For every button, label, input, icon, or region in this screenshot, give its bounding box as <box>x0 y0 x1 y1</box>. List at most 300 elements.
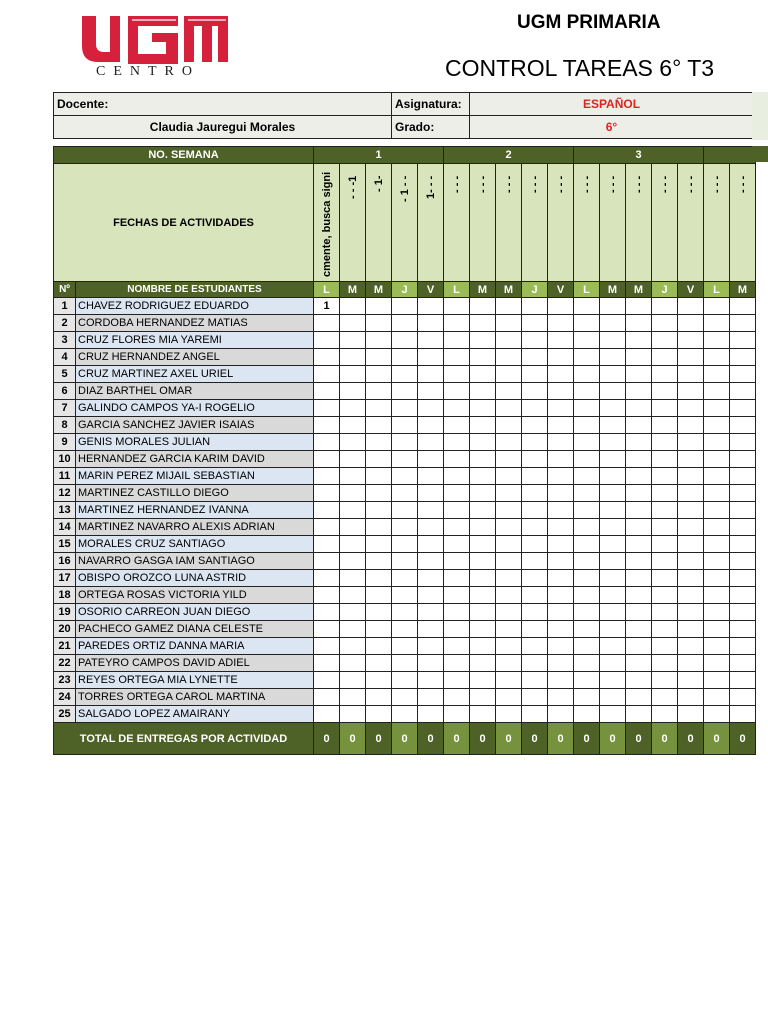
grade-cell[interactable] <box>522 621 548 638</box>
grade-cell[interactable] <box>470 298 496 315</box>
grade-cell[interactable] <box>366 485 392 502</box>
grade-cell[interactable] <box>600 400 626 417</box>
grade-cell[interactable] <box>730 638 756 655</box>
grade-cell[interactable] <box>678 570 704 587</box>
grade-cell[interactable] <box>418 706 444 723</box>
grade-cell[interactable] <box>652 400 678 417</box>
grade-cell[interactable] <box>522 604 548 621</box>
grade-cell[interactable] <box>626 621 652 638</box>
grade-cell[interactable] <box>548 638 574 655</box>
grade-cell[interactable] <box>548 468 574 485</box>
grade-cell[interactable] <box>340 417 366 434</box>
grade-cell[interactable] <box>626 298 652 315</box>
grade-cell[interactable] <box>548 332 574 349</box>
grade-cell[interactable] <box>418 638 444 655</box>
grade-cell[interactable] <box>496 366 522 383</box>
grade-cell[interactable] <box>496 400 522 417</box>
grade-cell[interactable] <box>652 706 678 723</box>
grade-cell[interactable] <box>392 553 418 570</box>
grade-cell[interactable] <box>418 519 444 536</box>
activity-header[interactable] <box>470 164 496 282</box>
grade-cell[interactable] <box>522 383 548 400</box>
grade-cell[interactable] <box>522 434 548 451</box>
grade-cell[interactable] <box>600 604 626 621</box>
grade-cell[interactable] <box>626 366 652 383</box>
grade-cell[interactable] <box>626 689 652 706</box>
grade-cell[interactable] <box>704 587 730 604</box>
grade-cell[interactable] <box>470 621 496 638</box>
grade-cell[interactable] <box>600 502 626 519</box>
grade-cell[interactable] <box>678 604 704 621</box>
grade-cell[interactable] <box>626 485 652 502</box>
grade-cell[interactable] <box>522 638 548 655</box>
grade-cell[interactable] <box>340 570 366 587</box>
grade-cell[interactable] <box>392 332 418 349</box>
grade-cell[interactable] <box>496 332 522 349</box>
grade-cell[interactable] <box>496 451 522 468</box>
grade-cell[interactable] <box>366 553 392 570</box>
grade-cell[interactable] <box>314 604 340 621</box>
activity-header[interactable] <box>392 164 418 282</box>
grade-cell[interactable] <box>600 332 626 349</box>
grade-cell[interactable] <box>340 706 366 723</box>
grade-cell[interactable] <box>444 672 470 689</box>
grade-cell[interactable] <box>366 383 392 400</box>
grade-cell[interactable] <box>496 536 522 553</box>
grade-cell[interactable] <box>600 468 626 485</box>
grade-cell[interactable] <box>496 570 522 587</box>
grade-cell[interactable] <box>470 604 496 621</box>
grade-cell[interactable] <box>548 400 574 417</box>
grade-cell[interactable] <box>704 349 730 366</box>
grade-cell[interactable] <box>730 366 756 383</box>
grade-cell[interactable] <box>704 553 730 570</box>
grade-cell[interactable] <box>522 655 548 672</box>
grade-cell[interactable] <box>418 298 444 315</box>
grade-cell[interactable] <box>704 298 730 315</box>
grade-cell[interactable] <box>678 638 704 655</box>
grade-cell[interactable] <box>392 502 418 519</box>
grade-cell[interactable] <box>574 417 600 434</box>
grade-cell[interactable] <box>704 621 730 638</box>
activity-header[interactable] <box>704 164 730 282</box>
grade-cell[interactable] <box>678 519 704 536</box>
grade-cell[interactable] <box>444 315 470 332</box>
grade-cell[interactable] <box>522 349 548 366</box>
grade-cell[interactable] <box>730 519 756 536</box>
grade-cell[interactable] <box>730 451 756 468</box>
asignatura-value[interactable]: ESPAÑOL <box>470 93 754 116</box>
grade-cell[interactable] <box>600 485 626 502</box>
grade-cell[interactable] <box>418 400 444 417</box>
grade-cell[interactable] <box>730 672 756 689</box>
grade-cell[interactable] <box>574 706 600 723</box>
grade-cell[interactable] <box>600 638 626 655</box>
grade-cell[interactable] <box>652 434 678 451</box>
grade-cell[interactable] <box>600 553 626 570</box>
grade-cell[interactable] <box>626 638 652 655</box>
grade-cell[interactable] <box>418 315 444 332</box>
grade-cell[interactable] <box>392 400 418 417</box>
grade-cell[interactable] <box>366 604 392 621</box>
grade-cell[interactable] <box>548 536 574 553</box>
grade-cell[interactable] <box>600 570 626 587</box>
grade-cell[interactable] <box>366 655 392 672</box>
grade-cell[interactable] <box>314 383 340 400</box>
grade-cell[interactable] <box>340 553 366 570</box>
grade-cell[interactable] <box>340 315 366 332</box>
grade-cell[interactable] <box>574 451 600 468</box>
activity-header[interactable] <box>366 164 392 282</box>
grade-cell[interactable] <box>704 502 730 519</box>
grade-cell[interactable] <box>392 706 418 723</box>
grade-cell[interactable] <box>444 434 470 451</box>
grade-cell[interactable] <box>392 604 418 621</box>
grade-cell[interactable] <box>366 451 392 468</box>
grade-cell[interactable] <box>548 689 574 706</box>
activity-header[interactable] <box>730 164 756 282</box>
grade-cell[interactable] <box>314 519 340 536</box>
grade-cell[interactable] <box>678 502 704 519</box>
grade-cell[interactable] <box>626 434 652 451</box>
grade-cell[interactable] <box>704 485 730 502</box>
grade-cell[interactable] <box>704 655 730 672</box>
grade-cell[interactable] <box>392 417 418 434</box>
grade-cell[interactable] <box>730 587 756 604</box>
activity-header[interactable] <box>678 164 704 282</box>
grade-cell[interactable] <box>522 417 548 434</box>
grade-cell[interactable] <box>340 655 366 672</box>
grade-cell[interactable] <box>314 468 340 485</box>
grade-cell[interactable] <box>444 655 470 672</box>
grade-cell[interactable] <box>678 383 704 400</box>
grade-cell[interactable] <box>652 553 678 570</box>
grade-cell[interactable] <box>678 366 704 383</box>
grade-cell[interactable] <box>444 638 470 655</box>
grade-cell[interactable] <box>418 451 444 468</box>
grade-cell[interactable] <box>496 349 522 366</box>
grade-cell[interactable] <box>600 587 626 604</box>
grade-cell[interactable] <box>652 485 678 502</box>
activity-header[interactable] <box>496 164 522 282</box>
grade-cell[interactable] <box>678 451 704 468</box>
grade-cell[interactable] <box>366 349 392 366</box>
grade-cell[interactable] <box>730 298 756 315</box>
grade-cell[interactable] <box>392 621 418 638</box>
grade-cell[interactable] <box>730 621 756 638</box>
activity-header[interactable] <box>522 164 548 282</box>
grade-cell[interactable] <box>314 655 340 672</box>
grade-cell[interactable] <box>730 536 756 553</box>
grade-cell[interactable] <box>340 366 366 383</box>
grade-cell[interactable] <box>548 383 574 400</box>
grade-cell[interactable] <box>730 400 756 417</box>
grade-cell[interactable] <box>340 298 366 315</box>
grade-cell[interactable] <box>678 655 704 672</box>
grade-cell[interactable] <box>548 587 574 604</box>
grade-cell[interactable] <box>730 570 756 587</box>
grade-cell[interactable] <box>392 451 418 468</box>
grade-cell[interactable] <box>600 621 626 638</box>
grade-cell[interactable] <box>626 536 652 553</box>
grade-cell[interactable] <box>522 553 548 570</box>
grade-cell[interactable] <box>704 383 730 400</box>
grade-cell[interactable] <box>366 536 392 553</box>
grade-cell[interactable] <box>600 706 626 723</box>
grade-cell[interactable] <box>340 468 366 485</box>
grade-cell[interactable] <box>314 366 340 383</box>
grade-cell[interactable] <box>496 502 522 519</box>
grade-cell[interactable] <box>392 536 418 553</box>
grade-cell[interactable] <box>730 604 756 621</box>
grade-cell[interactable] <box>470 485 496 502</box>
grade-cell[interactable] <box>678 706 704 723</box>
grade-cell[interactable] <box>626 519 652 536</box>
grade-cell[interactable] <box>678 434 704 451</box>
grade-cell[interactable] <box>496 519 522 536</box>
grade-cell[interactable] <box>548 417 574 434</box>
grade-cell[interactable] <box>470 332 496 349</box>
grade-cell[interactable] <box>626 655 652 672</box>
grade-cell[interactable] <box>600 383 626 400</box>
grade-cell[interactable] <box>652 502 678 519</box>
grade-cell[interactable] <box>522 502 548 519</box>
grade-cell[interactable] <box>340 604 366 621</box>
grade-cell[interactable] <box>444 349 470 366</box>
grade-cell[interactable] <box>522 672 548 689</box>
grade-cell[interactable] <box>366 468 392 485</box>
grade-cell[interactable] <box>314 434 340 451</box>
grade-cell[interactable] <box>496 434 522 451</box>
grade-cell[interactable] <box>366 502 392 519</box>
grade-cell[interactable] <box>600 672 626 689</box>
grade-cell[interactable] <box>444 451 470 468</box>
grade-cell[interactable] <box>626 349 652 366</box>
grade-cell[interactable] <box>600 519 626 536</box>
grade-cell[interactable] <box>730 502 756 519</box>
grade-cell[interactable] <box>548 553 574 570</box>
grade-cell[interactable] <box>496 587 522 604</box>
grade-cell[interactable] <box>600 349 626 366</box>
grade-cell[interactable] <box>704 366 730 383</box>
grade-cell[interactable] <box>600 536 626 553</box>
grade-cell[interactable] <box>418 502 444 519</box>
grade-cell[interactable] <box>392 349 418 366</box>
grade-cell[interactable] <box>704 689 730 706</box>
grade-cell[interactable] <box>626 451 652 468</box>
grade-cell[interactable] <box>574 553 600 570</box>
activity-header[interactable] <box>340 164 366 282</box>
grade-cell[interactable] <box>522 485 548 502</box>
grade-cell[interactable] <box>574 366 600 383</box>
grade-cell[interactable] <box>340 400 366 417</box>
grade-cell[interactable] <box>574 502 600 519</box>
grade-cell[interactable] <box>548 621 574 638</box>
grade-cell[interactable] <box>652 417 678 434</box>
grade-cell[interactable] <box>652 519 678 536</box>
grade-cell[interactable] <box>522 400 548 417</box>
grade-cell[interactable] <box>470 655 496 672</box>
grade-cell[interactable] <box>314 706 340 723</box>
grade-cell[interactable] <box>392 672 418 689</box>
grade-cell[interactable] <box>366 519 392 536</box>
grade-cell[interactable] <box>418 655 444 672</box>
grade-cell[interactable] <box>444 332 470 349</box>
grade-cell[interactable] <box>522 587 548 604</box>
grade-cell[interactable] <box>652 315 678 332</box>
grade-cell[interactable] <box>652 332 678 349</box>
grade-cell[interactable] <box>470 706 496 723</box>
grade-cell[interactable] <box>704 536 730 553</box>
grade-cell[interactable] <box>574 638 600 655</box>
grade-cell[interactable] <box>652 366 678 383</box>
grade-cell[interactable] <box>470 519 496 536</box>
grade-cell[interactable] <box>418 604 444 621</box>
grade-cell[interactable] <box>522 468 548 485</box>
grade-cell[interactable] <box>340 672 366 689</box>
grade-cell[interactable] <box>730 485 756 502</box>
grade-cell[interactable] <box>652 570 678 587</box>
grade-cell[interactable] <box>704 468 730 485</box>
grade-cell[interactable] <box>730 417 756 434</box>
grade-cell[interactable] <box>340 621 366 638</box>
grade-cell[interactable] <box>392 298 418 315</box>
grade-cell[interactable] <box>314 570 340 587</box>
grade-cell[interactable] <box>496 638 522 655</box>
grade-cell[interactable] <box>652 349 678 366</box>
grade-cell[interactable] <box>574 536 600 553</box>
grade-cell[interactable] <box>470 587 496 604</box>
grade-cell[interactable] <box>548 672 574 689</box>
grade-cell[interactable] <box>470 689 496 706</box>
grade-cell[interactable] <box>704 706 730 723</box>
grade-cell[interactable] <box>574 349 600 366</box>
grade-cell[interactable] <box>340 332 366 349</box>
grade-cell[interactable] <box>730 349 756 366</box>
activity-header[interactable] <box>444 164 470 282</box>
grade-cell[interactable] <box>470 502 496 519</box>
grade-cell[interactable] <box>626 417 652 434</box>
grade-cell[interactable] <box>730 706 756 723</box>
grade-cell[interactable] <box>366 400 392 417</box>
grade-cell[interactable] <box>444 553 470 570</box>
grade-cell[interactable] <box>548 706 574 723</box>
grade-cell[interactable] <box>444 417 470 434</box>
grade-cell[interactable] <box>444 485 470 502</box>
activity-header[interactable] <box>652 164 678 282</box>
grade-cell[interactable] <box>392 655 418 672</box>
grade-cell[interactable] <box>522 706 548 723</box>
grade-cell[interactable] <box>678 315 704 332</box>
grade-cell[interactable] <box>340 587 366 604</box>
grade-cell[interactable] <box>496 298 522 315</box>
grade-cell[interactable] <box>574 332 600 349</box>
grade-cell[interactable] <box>574 298 600 315</box>
grade-cell[interactable] <box>444 502 470 519</box>
grade-cell[interactable] <box>340 638 366 655</box>
grade-cell[interactable] <box>496 553 522 570</box>
grade-cell[interactable] <box>418 536 444 553</box>
grade-cell[interactable] <box>496 655 522 672</box>
grade-cell[interactable] <box>496 383 522 400</box>
grade-cell[interactable] <box>470 536 496 553</box>
grade-cell[interactable] <box>444 604 470 621</box>
grade-cell[interactable] <box>418 689 444 706</box>
grade-cell[interactable] <box>314 638 340 655</box>
grade-cell[interactable] <box>470 349 496 366</box>
grade-cell[interactable] <box>678 417 704 434</box>
grade-cell[interactable] <box>444 400 470 417</box>
grade-cell[interactable] <box>418 587 444 604</box>
activity-header[interactable] <box>600 164 626 282</box>
activity-header[interactable] <box>314 164 340 282</box>
grade-cell[interactable] <box>574 570 600 587</box>
grade-cell[interactable] <box>704 315 730 332</box>
activity-header[interactable] <box>626 164 652 282</box>
grade-cell[interactable] <box>496 621 522 638</box>
grade-cell[interactable] <box>730 332 756 349</box>
grade-cell[interactable] <box>314 536 340 553</box>
grade-cell[interactable] <box>470 468 496 485</box>
grade-cell[interactable] <box>366 417 392 434</box>
grade-cell[interactable] <box>470 570 496 587</box>
grade-cell[interactable] <box>574 519 600 536</box>
grade-cell[interactable] <box>626 383 652 400</box>
grade-cell[interactable] <box>314 485 340 502</box>
grade-cell[interactable] <box>418 349 444 366</box>
grade-cell[interactable] <box>522 536 548 553</box>
grade-cell[interactable] <box>600 689 626 706</box>
grade-cell[interactable] <box>574 655 600 672</box>
grade-cell[interactable] <box>574 434 600 451</box>
grade-cell[interactable] <box>392 315 418 332</box>
grade-cell[interactable] <box>678 536 704 553</box>
grade-cell[interactable] <box>314 451 340 468</box>
grade-cell[interactable] <box>340 349 366 366</box>
grade-cell[interactable] <box>366 434 392 451</box>
grade-cell[interactable] <box>392 519 418 536</box>
grade-cell[interactable] <box>340 383 366 400</box>
grade-cell[interactable] <box>626 502 652 519</box>
grade-cell[interactable] <box>418 366 444 383</box>
grade-cell[interactable] <box>522 332 548 349</box>
grado-value[interactable]: 6° <box>470 116 754 139</box>
activity-header[interactable] <box>418 164 444 282</box>
grade-cell[interactable] <box>652 638 678 655</box>
grade-cell[interactable] <box>548 655 574 672</box>
grade-cell[interactable] <box>418 383 444 400</box>
grade-cell[interactable] <box>392 434 418 451</box>
grade-cell[interactable] <box>496 672 522 689</box>
grade-cell[interactable] <box>652 383 678 400</box>
grade-cell[interactable] <box>652 604 678 621</box>
grade-cell[interactable] <box>704 417 730 434</box>
grade-cell[interactable] <box>444 706 470 723</box>
grade-cell[interactable] <box>366 570 392 587</box>
grade-cell[interactable] <box>470 400 496 417</box>
grade-cell[interactable] <box>314 332 340 349</box>
grade-cell[interactable] <box>600 366 626 383</box>
grade-cell[interactable] <box>626 468 652 485</box>
grade-cell[interactable] <box>704 570 730 587</box>
grade-cell[interactable] <box>704 400 730 417</box>
grade-cell[interactable] <box>496 417 522 434</box>
grade-cell[interactable] <box>470 383 496 400</box>
grade-cell[interactable] <box>600 315 626 332</box>
grade-cell[interactable] <box>652 621 678 638</box>
grade-cell[interactable] <box>314 672 340 689</box>
grade-cell[interactable] <box>626 604 652 621</box>
